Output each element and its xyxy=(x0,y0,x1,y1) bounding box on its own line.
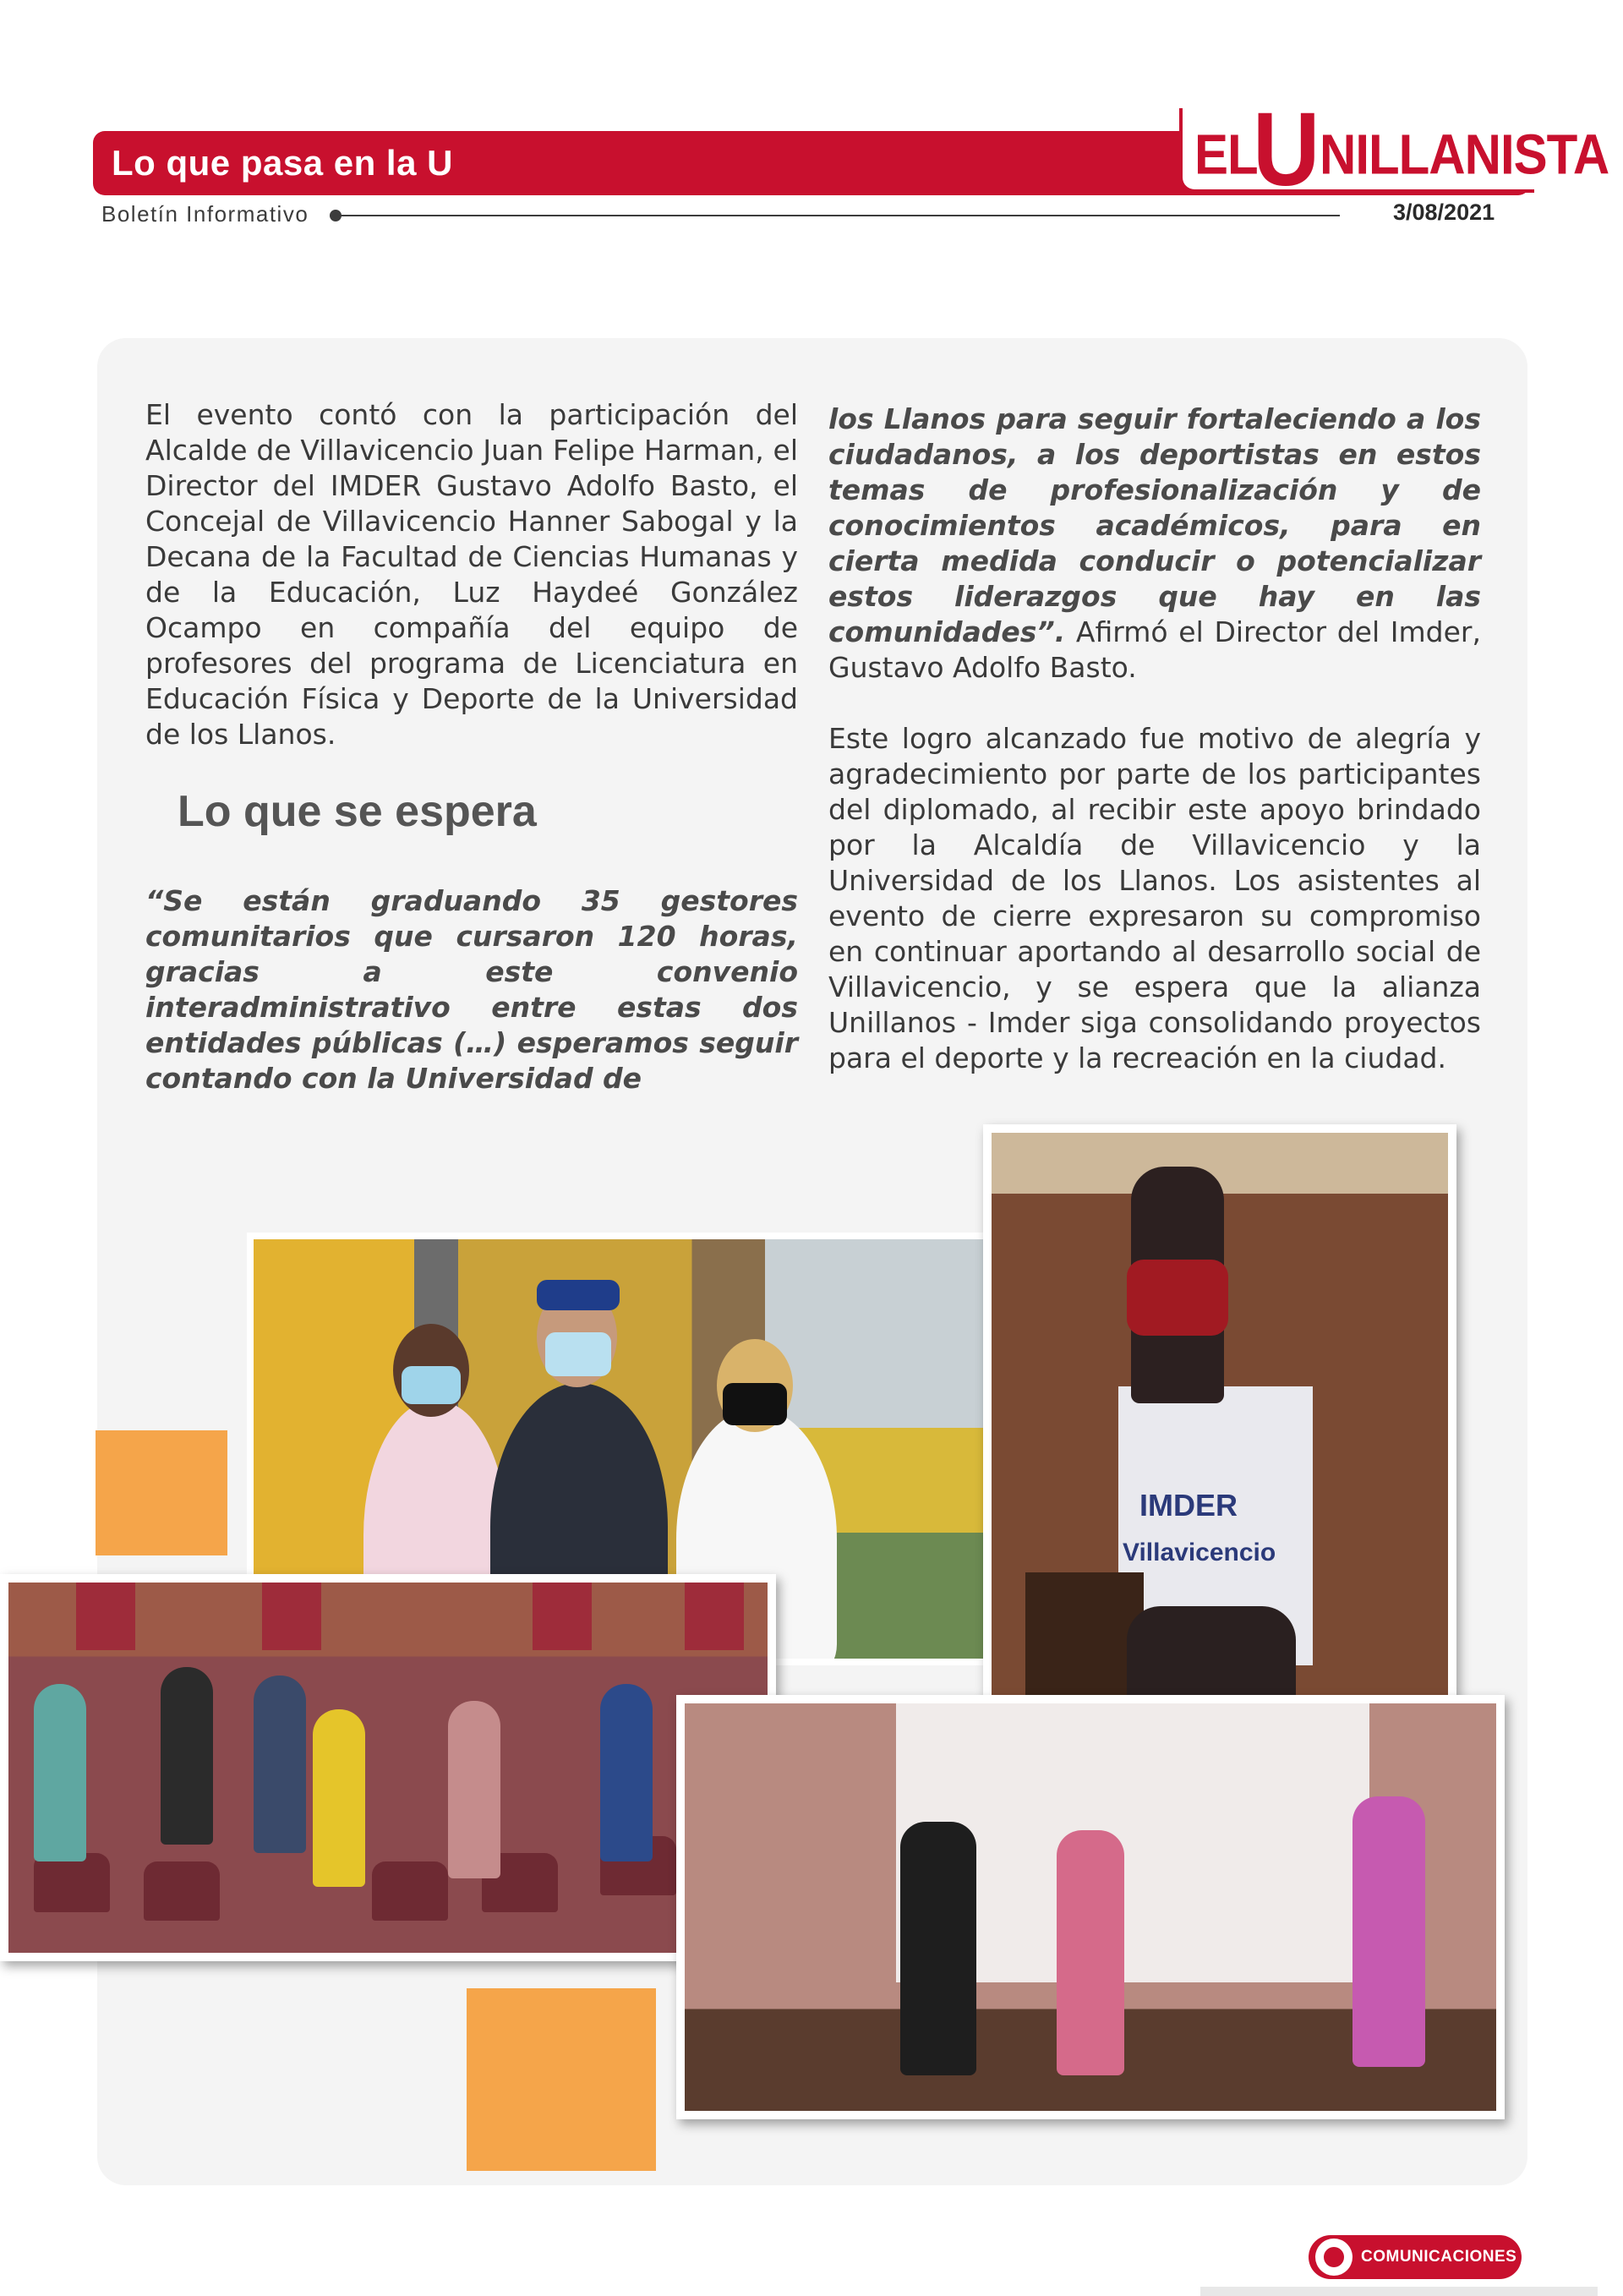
bottom-strip xyxy=(1200,2287,1598,2296)
villavicencio-banner-text: Villavicencio xyxy=(1123,1539,1276,1566)
photo-auditorium-audience xyxy=(0,1574,776,1961)
header-rule xyxy=(338,215,1340,216)
photo-boxing-exercise xyxy=(676,1695,1505,2119)
section-title: Lo que pasa en la U xyxy=(112,143,453,183)
paragraph-gap xyxy=(828,686,1481,721)
section-heading: Lo que se espera xyxy=(178,787,537,836)
imder-banner-text: IMDER xyxy=(1139,1488,1238,1522)
quote-continued: los Llanos para seguir fortaleciendo a los ciudadanos, a los deportistas en estos temas de profesionalización y de conocimientos académicos, para en cierta medida conducir o potencializar estos liderazgos que hay en las comunidades”. xyxy=(828,402,1481,648)
orange-accent-square xyxy=(96,1430,227,1555)
right-column xyxy=(828,402,1481,1076)
publication-date: 3/08/2021 xyxy=(1393,200,1495,225)
el-unillanista-logo xyxy=(1179,91,1609,209)
photo-cheer-stunt xyxy=(983,1124,1456,1750)
orange-accent-square xyxy=(467,1988,656,2171)
logo-rest-text: NILLANISTA xyxy=(1320,123,1609,187)
quote-start: “Se están graduando 35 gestores comunitarios que cursaron 120 horas, gracias a este convenio interadministrativo entre estas dos entidades públicas (…) esperamos seguir contando con la Universidad de xyxy=(145,884,798,1095)
quote-attribution: Afirmó el Director del Imder, Gustavo Adolfo Basto. xyxy=(828,615,1481,684)
comunicaciones-logo: COMUNICACIONES xyxy=(1309,2235,1522,2279)
logo-u-text: U xyxy=(1253,91,1320,209)
comunicaciones-emblem-inner xyxy=(1324,2247,1344,2267)
logo-el-text: EL xyxy=(1194,123,1258,187)
left-column-paragraph: El evento contó con la participación del Alcalde de Villavicencio Juan Felipe Harman, el Director del IMDER Gustavo Adolfo Basto, el Concejal de Villavicencio Hanner Sabogal y la Decana de la Facultad de Ciencias Humanas y de la Educación, Luz Haydeé González Ocampo en compañía del equipo de profesores del programa de Licenciatura en Educación Física y Deporte de la Universidad de los Llanos. xyxy=(145,398,798,751)
bulletin-subtitle: Boletín Informativo xyxy=(101,201,309,227)
right-paragraph-2: Este logro alcanzado fue motivo de alegría y agradecimiento por parte de los participantes del diplomado, al recibir este apoyo brindado por la Alcaldía de Villavicencio y la Universidad de los Llanos. Los asistentes al evento de cierre expresaron su compromiso en continuar aportando al desarrollo social de Villavicencio, y se espera que la alianza Unillanos - Imder siga consolidando proyectos para el deporte y la recreación en la ciudad. xyxy=(828,722,1481,1074)
